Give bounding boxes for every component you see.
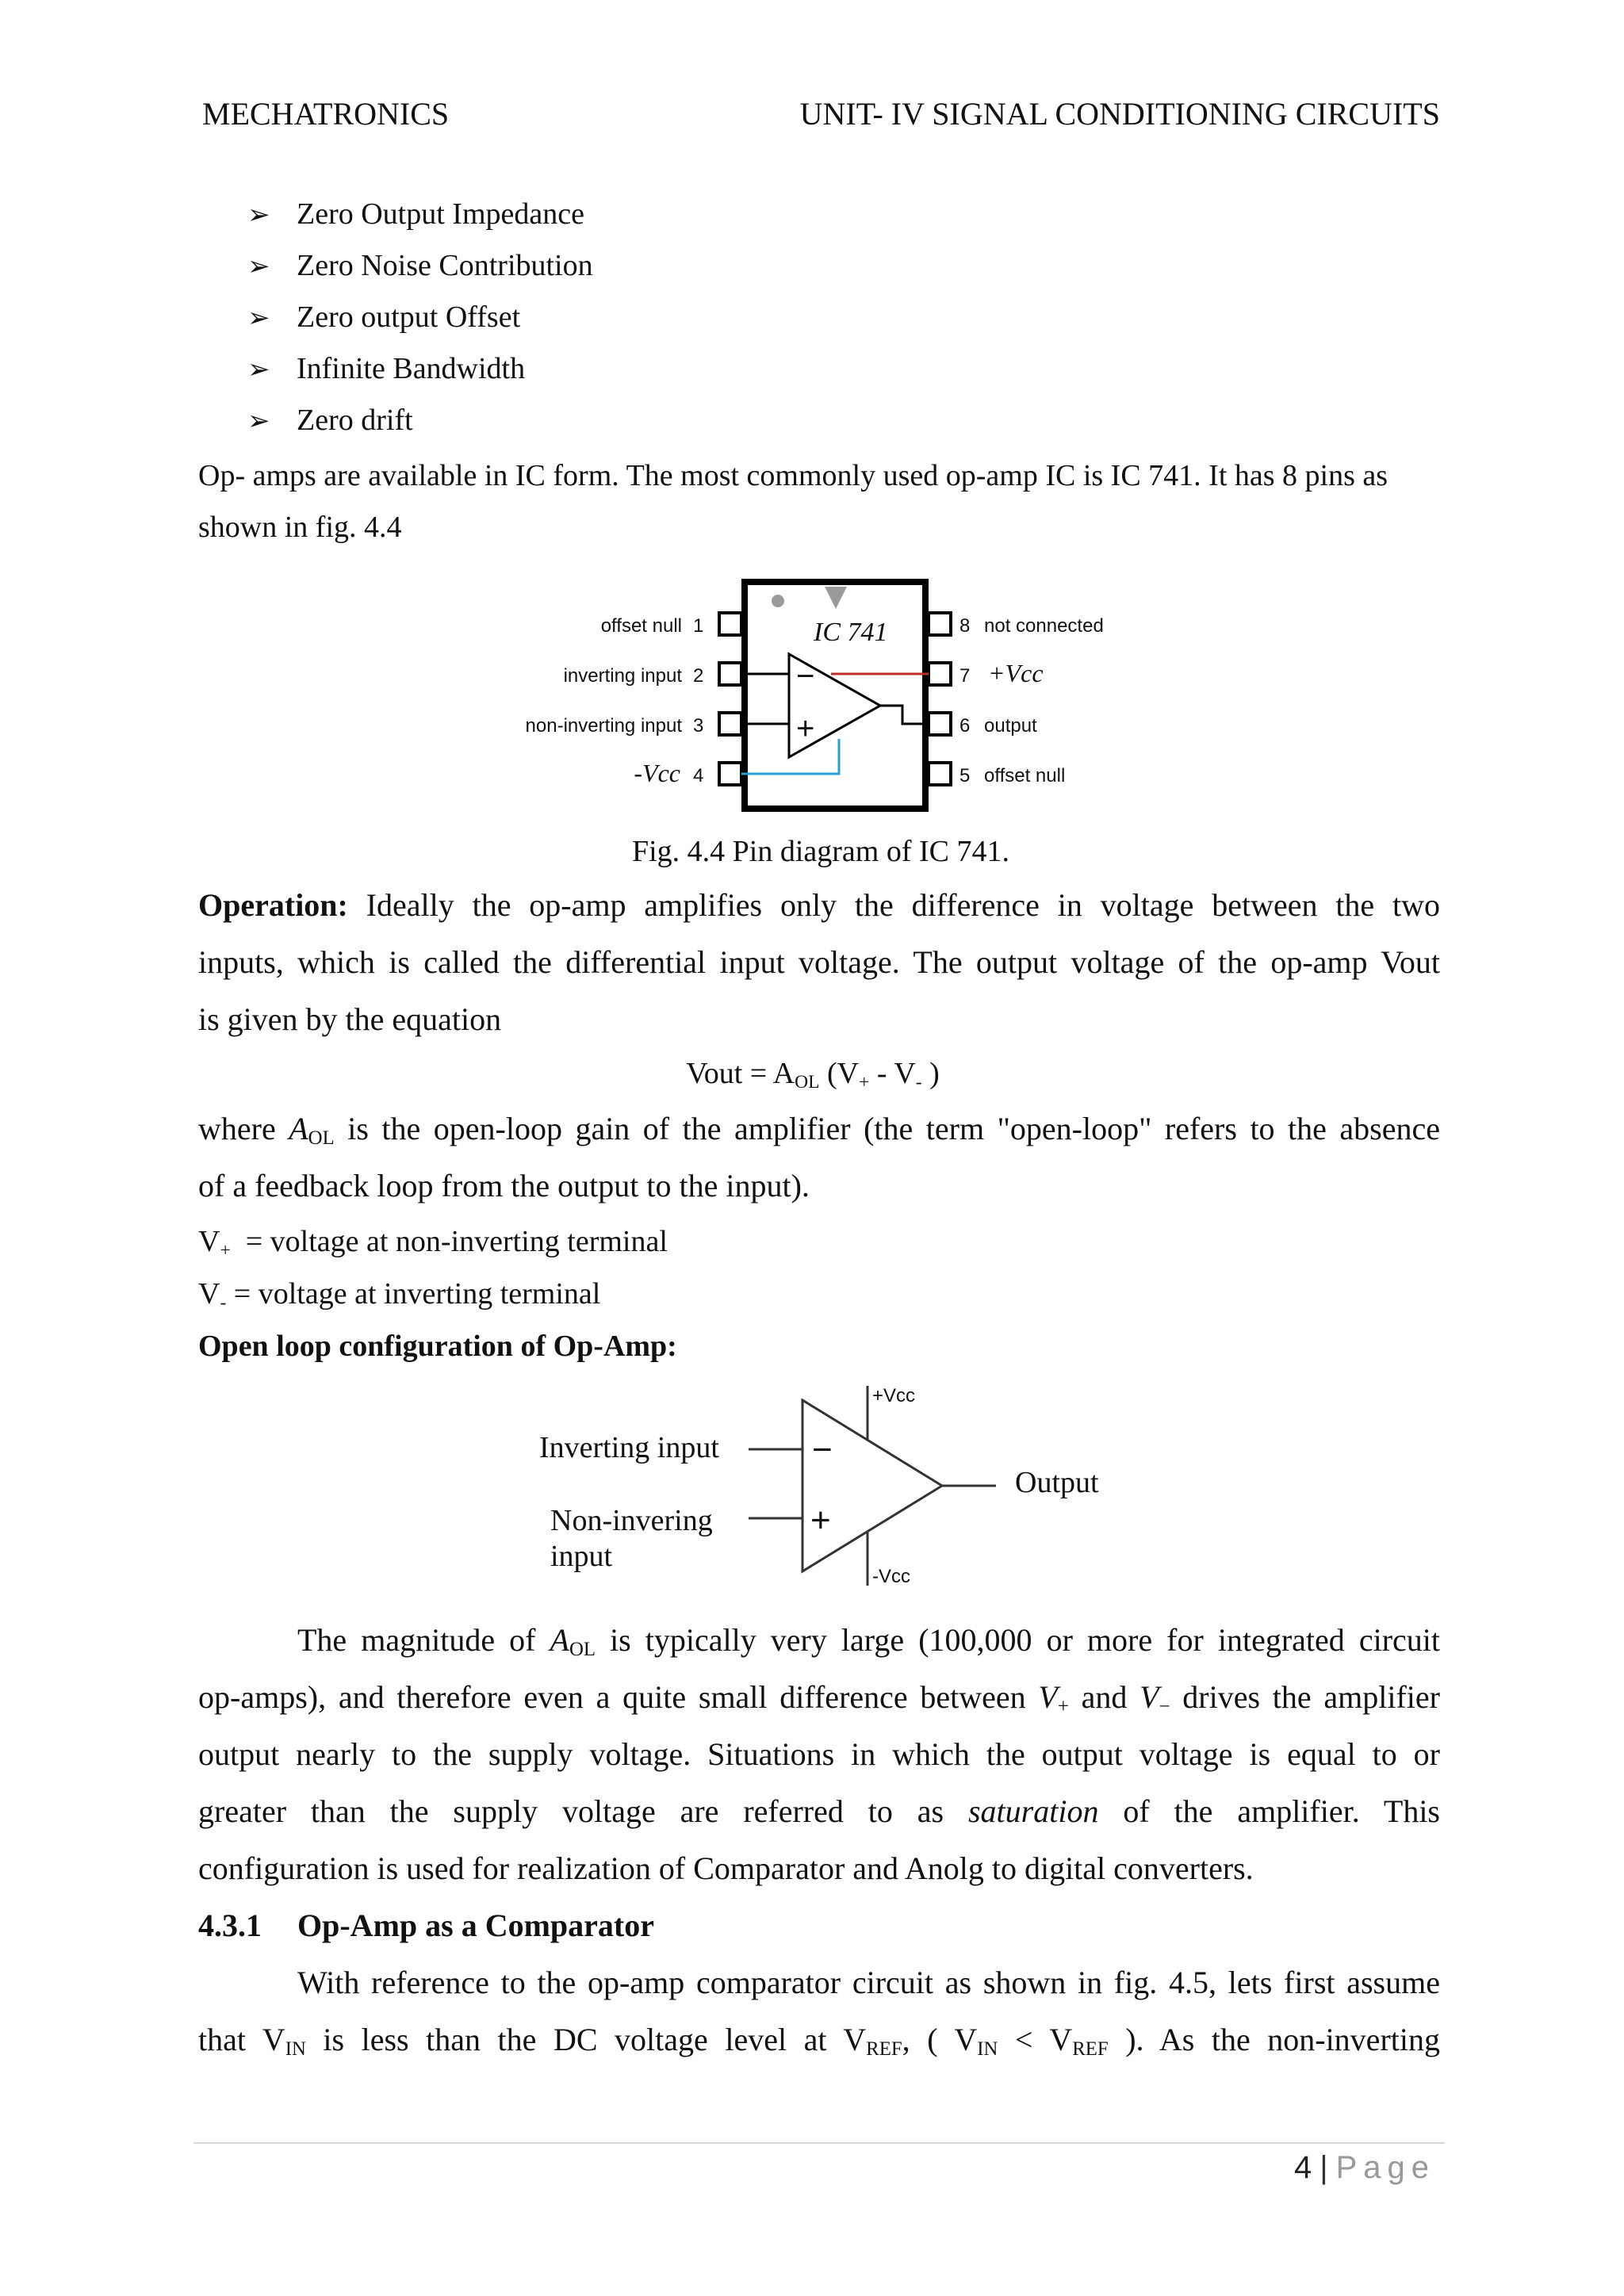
svg-text:3: 3 xyxy=(693,715,704,737)
arrow-bullet-icon: ➢ xyxy=(247,407,270,436)
arrow-bullet-icon: ➢ xyxy=(247,304,270,333)
chip-label: IC 741 xyxy=(814,618,888,647)
svg-text:-Vcc: -Vcc xyxy=(872,1566,910,1587)
svg-text:inverting input: inverting input xyxy=(563,665,682,687)
operation-line-2: inputs, which is called the differential input voltage. The output voltage of the op-amp Vout xyxy=(198,944,1440,980)
svg-text:offset null: offset null xyxy=(984,765,1066,786)
svg-text:input: input xyxy=(550,1540,613,1573)
open-loop-heading: Open loop configuration of Op-Amp: xyxy=(198,1330,677,1363)
ic741-pin-diagram xyxy=(508,571,1110,825)
svg-text:2: 2 xyxy=(693,665,704,687)
svg-text:offset null: offset null xyxy=(600,615,682,637)
svg-text:Inverting input: Inverting input xyxy=(539,1431,719,1464)
svg-text:7: 7 xyxy=(959,665,971,687)
svg-text:6: 6 xyxy=(959,715,971,737)
svg-text:+Vcc: +Vcc xyxy=(988,659,1044,687)
intro-line-2: shown in fig. 4.4 xyxy=(198,511,402,544)
svg-text:−: − xyxy=(812,1430,833,1469)
svg-text:5: 5 xyxy=(959,765,971,786)
svg-text:−: − xyxy=(796,659,815,694)
section-line-2: that $V_{IN}$ is less than the DC voltage level at $V_{REF}$, ( $V_{IN} < V_{REF}$ ). As the non-inverting xyxy=(198,2022,1440,2061)
svg-text:not connected: not connected xyxy=(984,615,1104,637)
fig44-caption: Fig. 4.4 Pin diagram of IC 741. xyxy=(631,835,1010,868)
header-right: UNIT- IV SIGNAL CONDITIONING CIRCUITS xyxy=(799,96,1440,132)
section-line-1: With reference to the op-amp comparator circuit as shown in fig. 4.5, lets first assume xyxy=(297,1965,1440,2000)
svg-text:+: + xyxy=(810,1501,831,1540)
svg-text:+: + xyxy=(796,711,815,746)
footer-divider xyxy=(193,2142,1445,2144)
svg-text:non-inverting input: non-inverting input xyxy=(525,715,682,737)
arrow-bullet-icon: ➢ xyxy=(247,201,270,230)
orientation-notch-icon xyxy=(825,587,847,609)
list-item: ➢ Infinite Bandwidth xyxy=(247,352,526,385)
arrow-bullet-icon: ➢ xyxy=(247,252,270,281)
vminus-definition: $V_-$ = voltage at inverting terminal xyxy=(198,1277,601,1313)
list-item: ➢ Zero Noise Contribution xyxy=(247,249,593,282)
svg-text:Non-invering: Non-invering xyxy=(550,1504,713,1537)
svg-text:4: 4 xyxy=(693,765,704,786)
list-item: ➢ Zero output Offset xyxy=(247,300,521,334)
header-left: MECHATRONICS xyxy=(202,96,450,132)
magnitude-line-1: The magnitude of $A_{OL}$ is typically very large (100,000 or more for integrated circuit xyxy=(297,1622,1441,1661)
section-heading: 4.3.1 Op-Amp as a Comparator xyxy=(198,1908,654,1943)
operation-line-5: of a feedback loop from the output to the input). xyxy=(198,1168,810,1203)
pin1-dot xyxy=(772,595,784,607)
opamp-triangle xyxy=(802,1400,942,1571)
list-item: ➢ Zero Output Impedance xyxy=(247,197,584,231)
svg-text:Output: Output xyxy=(1015,1466,1099,1499)
operation-line-4: where $A_{OL}$ is the open-loop gain of the amplifier (the term "open-loop" refers to the absence xyxy=(198,1111,1440,1150)
open-loop-diagram xyxy=(523,1376,1126,1598)
vplus-definition: $V_+$ = voltage at non-inverting terminal xyxy=(198,1225,668,1261)
magnitude-line-3: output nearly to the supply voltage. Situations in which the output voltage is equal to or xyxy=(198,1736,1440,1772)
svg-text:+Vcc: +Vcc xyxy=(872,1385,916,1406)
svg-text:8: 8 xyxy=(959,615,971,637)
svg-text:output: output xyxy=(984,715,1037,737)
svg-text:1: 1 xyxy=(693,615,704,637)
list-item: ➢ Zero drift xyxy=(247,404,413,437)
arrow-bullet-icon: ➢ xyxy=(247,355,270,385)
page-number: 4 | Page xyxy=(1293,2150,1435,2185)
operation-line-3: is given by the equation xyxy=(198,1001,502,1037)
equation: Vout = $A_{OL}$ ($V_+ - V_-$ ) xyxy=(686,1057,940,1093)
magnitude-line-4: greater than the supply voltage are referred to as saturation of the amplifier. This xyxy=(198,1793,1440,1829)
magnitude-line-2: op-amps), and therefore even a quite small difference between $V_+$ and $V_-$ drives the amplifier xyxy=(198,1679,1440,1718)
intro-line-1: Op- amps are available in IC form. The most commonly used op-amp IC is IC 741. It has 8 pins as xyxy=(198,459,1388,492)
operation-line-1: Operation: Ideally the op-amp amplifies only the difference in voltage between the two xyxy=(198,887,1441,923)
magnitude-line-5: configuration is used for realization of Comparator and Anolg to digital converters. xyxy=(198,1850,1254,1886)
svg-text:-Vcc: -Vcc xyxy=(634,759,680,787)
